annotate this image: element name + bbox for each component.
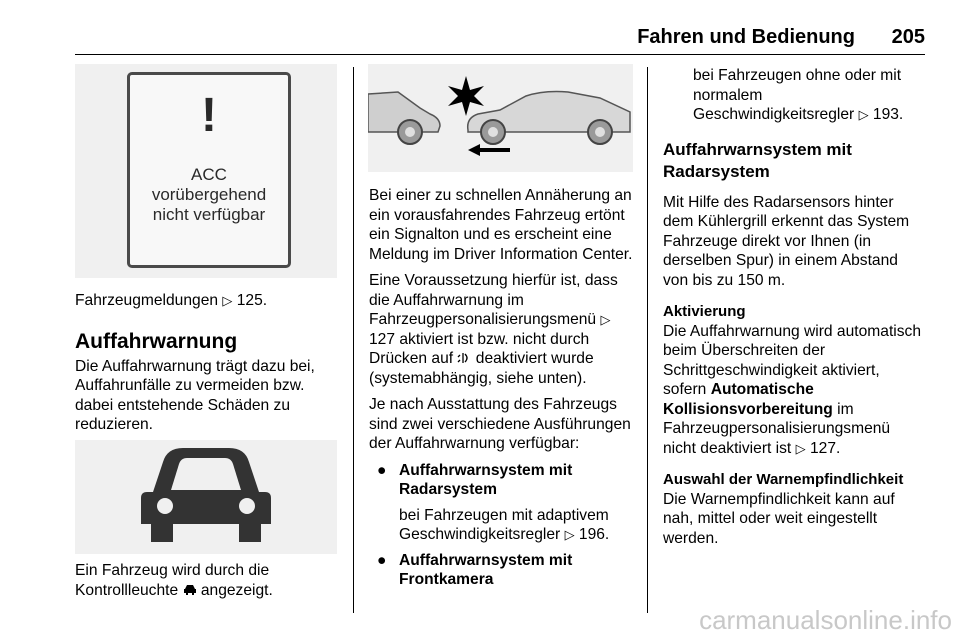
- car-front-icon: [75, 440, 337, 554]
- continued-bullet-text: bei Fahrzeugen ohne oder mit normalem Geschwindigkeitsregler ▷ 193.: [693, 67, 904, 123]
- page-ref-icon: ▷: [564, 527, 575, 542]
- page-ref-icon: ▷: [858, 107, 869, 122]
- column-divider-1: [353, 67, 354, 613]
- watermark: carmanualsonline.info: [699, 605, 952, 635]
- page-ref-icon: ▷: [795, 440, 806, 456]
- list-item: ● Auffahrwarnsystem mit Frontkamera: [377, 551, 573, 588]
- car-front-icon: [183, 584, 197, 596]
- acc-display-message: ACC vorübergehend nicht verfügbar: [151, 165, 267, 224]
- indicator-paragraph: Ein Fahrzeug wird durch die Kontrollleuchte angezeigt.: [75, 562, 273, 599]
- list-item: ● Auffahrwarnsystem mit Radarsystem bei Fahrzeugen mit adaptivem Geschwindigkeitsregler ▷ 196.: [377, 461, 610, 543]
- page-header: [75, 26, 925, 54]
- section-heading: Auffahrwarnung: [75, 329, 238, 353]
- header-rule: [75, 54, 925, 55]
- variants-list: [369, 461, 635, 590]
- collision-warning-illustration: [368, 64, 633, 172]
- collision-alert-icon: [457, 352, 471, 364]
- section-title: Fahren und Bedienung: [637, 26, 855, 48]
- vehicle-ahead-icon-box: [75, 440, 337, 554]
- page-number: 205: [891, 26, 925, 48]
- activation-heading: Aktivierung: [663, 303, 746, 320]
- vehicle-messages-ref: Fahrzeugmeldungen ▷ 125.: [75, 292, 268, 309]
- requirement-paragraph: Eine Voraussetzung hierfür ist, dass die Auffahrwarnung im Fahrzeugpersonalisierungsmenü ▷ 127 aktiviert ist bzw. nicht durch Drücken auf deaktiviert wurde (systemabhängig, siehe unten).: [369, 272, 618, 387]
- column-2-text: [369, 186, 635, 594]
- page-ref-icon: ▷: [600, 312, 611, 327]
- column-3-text: [663, 66, 925, 555]
- radar-paragraph: Mit Hilfe des Radarsensors hinter dem Kühlergrill erkennt das System Fahrzeuge direkt vor Ihnen (in derselben Spur) in einem Abstand von bis zu 150 m.: [663, 193, 910, 289]
- page-ref-icon: ▷: [222, 293, 233, 308]
- column-1-text: [75, 291, 340, 442]
- activation-paragraph: Die Auffahrwarnung wird automatisch beim Überschreiten der Schrittgeschwindigkeit aktiviert, sofern Automatische Kollisionsvorbereitung im Fahrzeugpersonalisierungsmenü nicht deaktiviert ist ▷ 127.: [663, 322, 922, 457]
- sensitivity-paragraph: Die Warnempfindlichkeit kann auf nah, mittel oder weit eingestellt werden.: [663, 490, 895, 547]
- exclamation-icon: !: [201, 89, 217, 142]
- variants-paragraph: Je nach Ausstattung des Fahrzeugs sind zwei verschiedene Ausführungen der Auffahrwarnung verfügbar:: [369, 396, 631, 452]
- acc-display-card: [127, 72, 291, 268]
- column-divider-2: [647, 67, 648, 613]
- warning-paragraph: Bei einer zu schnellen Annäherung an ein vorausfahrendes Fahrzeug ertönt ein Signalton und es erscheint eine Meldung im Driver Information Center.: [369, 187, 633, 263]
- sensitivity-heading: Auswahl der Warnempfindlichkeit: [663, 471, 904, 488]
- acc-display-illustration: [75, 64, 337, 278]
- intro-paragraph: Die Auffahrwarnung trägt dazu bei, Auffahrunfälle zu vermeiden bzw. dabei entstehende Schäden zu reduzieren.: [75, 357, 315, 433]
- subsection-heading: Auffahrwarnsystem mit Radarsystem: [663, 139, 852, 181]
